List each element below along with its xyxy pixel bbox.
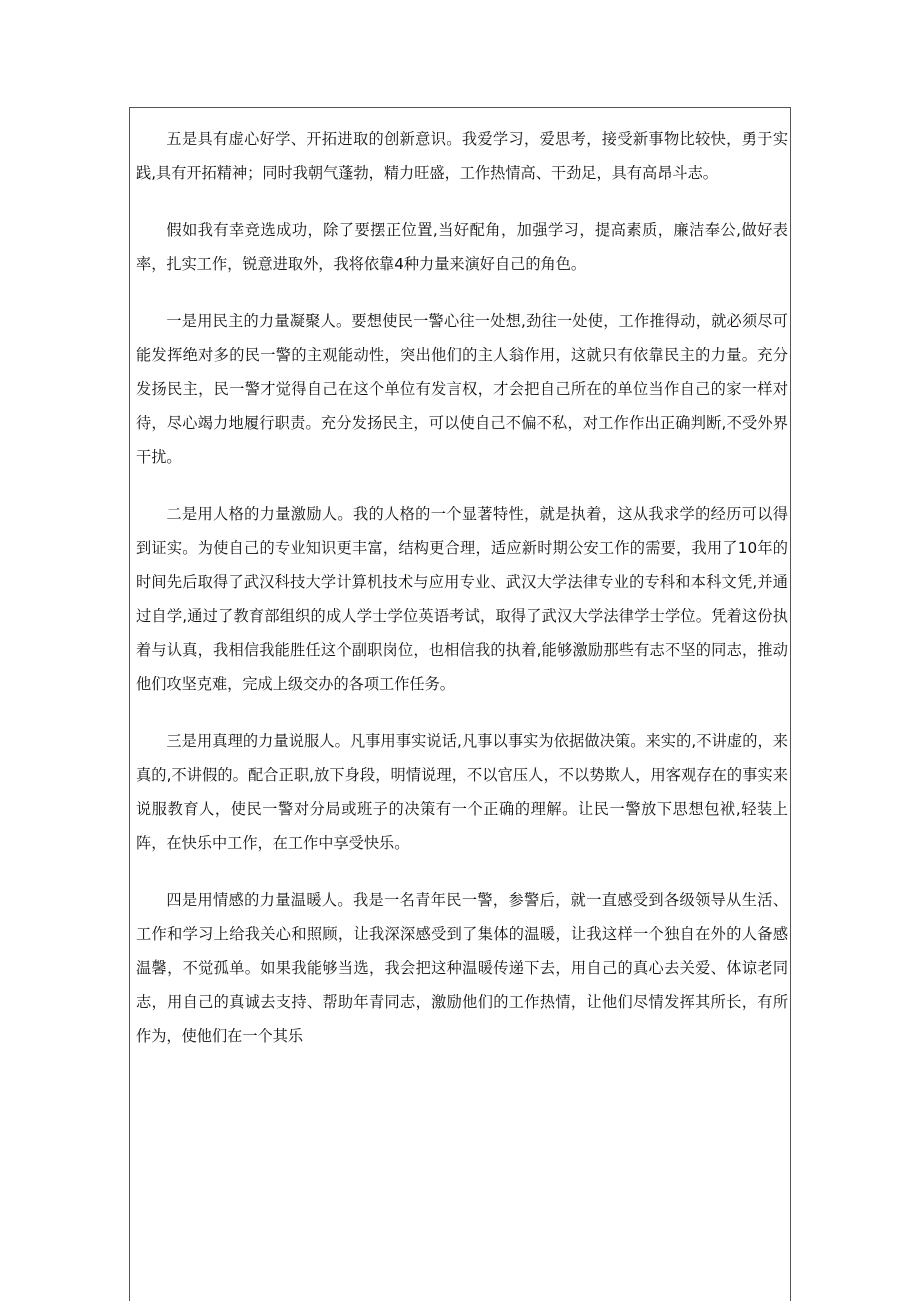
paragraph-1: 五是具有虚心好学、开拓进取的创新意识。我爱学习，爱思考，接受新事物比较快，勇于实践,具有开拓精神；同时我朝气蓬勃，精力旺盛，工作热情高、干劲足，具有高昂斗志。 [136,130,788,182]
paragraph-3: 一是用民主的力量凝聚人。要想使民一警心往一处想,劲往一处使，工作推得动，就必须尽可能发挥绝对多的民一警的主观能动性，突出他们的主人翁作用，这就只有依靠民主的力量。充分发扬民主，民一警才觉得自己在这个单位有发言权，才会把自己所在的单位当作自己的家一样对待，尽心竭力地履行职责。充分发扬民主，可以使自己不偏不私，对工作作出正确判断,不受外界干扰。 [136,312,788,466]
paragraph-2: 假如我有幸竞选成功，除了要摆正位置,当好配角，加强学习，提高素质，廉洁奉公,做好表率，扎实工作，锐意进取外，我将依靠4种力量来演好自己的角色。 [136,221,788,273]
paragraph-5: 三是用真理的力量说服人。凡事用事实说话,凡事以事实为依据做决策。来实的,不讲虚的，来真的,不讲假的。配合正职,放下身段，明情说理，不以官压人，不以势欺人，用客观存在的事实来说服教育人，使民一警对分局或班子的决策有一个正确的理解。让民一警放下思想包袱,轻装上阵，在快乐中工作，在工作中享受快乐。 [136,732,788,852]
document-body [136,122,788,1076]
paragraph-6: 四是用情感的力量温暖人。我是一名青年民一警，参警后，就一直感受到各级领导从生活、工作和学习上给我关心和照顾，让我深深感受到了集体的温暖，让我这样一个独自在外的人备感温馨，不觉孤单。如果我能够当选，我会把这种温暖传递下去，用自己的真心去关爱、体谅老同志，用自己的真诚去支持、帮助年青同志，激励他们的工作热情，让他们尽情发挥其所长，有所作为，使他们在一个其乐 [136,891,788,1045]
paragraph-4: 二是用人格的力量激励人。我的人格的一个显著特性，就是执着，这从我求学的经历可以得到证实。为使自己的专业知识更丰富，结构更合理，适应新时期公安工作的需要，我用了10年的时间先后取得了武汉科技大学计算机技术与应用专业、武汉大学法律专业的专科和本科文凭,并通过自学,通过了教育部组织的成人学士学位英语考试，取得了武汉大学法律学士学位。凭着这份执着与认真，我相信我能胜任这个副职岗位，也相信我的执着,能够激励那些有志不坚的同志，推动他们攻坚克难，完成上级交办的各项工作任务。 [136,505,788,693]
